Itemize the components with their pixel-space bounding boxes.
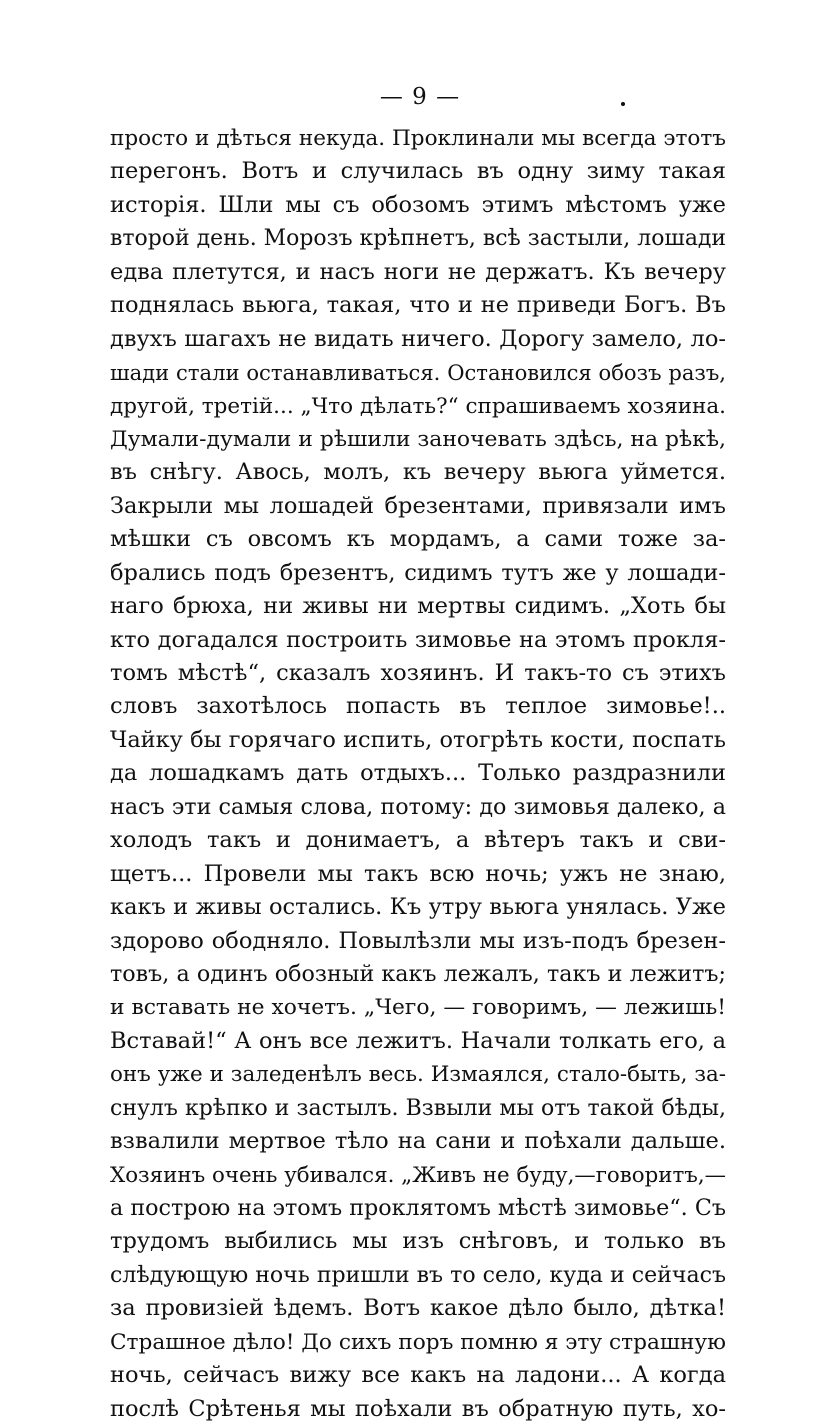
page-number: — 9 —	[379, 84, 461, 110]
text-line: томъ мѣстѣ“, сказалъ хозяинъ. И такъ-то съ этихъ	[110, 660, 726, 686]
text-line: послѣ Срѣтенья мы поѣхали въ обратную путь, хо-	[110, 1395, 726, 1422]
text-line: брались подъ брезентъ, сидимъ тутъ же у лошади-	[110, 559, 726, 586]
text-line: мѣшки съ овсомъ къ мордамъ, а сами тоже за-	[110, 526, 726, 553]
text-line: кто догадался построить зимовье на этомъ прокля-	[110, 626, 726, 653]
text-line: Хозяинъ очень убивался. „Живъ не буду,—говоритъ,—	[110, 1162, 726, 1188]
text-line: здорово ободняло. Повылѣзли мы изъ-подъ брезен-	[110, 927, 726, 954]
ink-speck	[621, 102, 625, 106]
text-line: едва плетутся, и насъ ноги не держатъ. Къ вечеру	[110, 258, 726, 285]
text-line: Вставай!“ А онъ все лежитъ. Начали толкать его, а	[110, 1027, 726, 1054]
text-line: насъ эти самыя слова, потому: до зимовья далеко, а	[110, 793, 726, 820]
text-line: Закрыли мы лошадей брезентами, привязали имъ	[110, 492, 726, 519]
text-line: шади стали останавливаться. Остановился обозъ разъ,	[110, 360, 726, 386]
text-line: за провизіей ѣдемъ. Вотъ какое дѣло было, дѣтка!	[110, 1295, 726, 1322]
text-line: исторія. Шли мы съ обозомъ этимъ мѣстомъ уже	[110, 191, 726, 218]
text-line: слѣдующую ночь пришли въ то село, куда и сейчасъ	[110, 1262, 726, 1288]
text-line: просто и дѣться некуда. Проклинали мы всегда этотъ	[110, 126, 726, 151]
text-line: наго брюха, ни живы ни мертвы сидимъ. „Хоть бы	[110, 593, 726, 620]
text-line: поднялась вьюга, такая, что и не приведи Богъ. Въ	[110, 292, 726, 319]
text-line: Думали-думали и рѣшили заночевать здѣсь, на рѣкѣ,	[110, 426, 726, 452]
text-line: да лошадкамъ дать отдыхъ... Только раздразнили	[110, 760, 726, 787]
text-line: онъ уже и заледенѣлъ весь. Измаялся, стало-быть, за-	[110, 1062, 726, 1088]
text-line: двухъ шагахъ не видать ничего. Дорогу замело, ло-	[110, 325, 726, 352]
text-line: другой, третій... „Что дѣлать?“ спрашиваемъ хозяина.	[110, 393, 726, 419]
text-line: перегонъ. Вотъ и случилась въ одну зиму такая	[110, 158, 726, 185]
text-line: Страшное дѣло! До сихъ поръ помню я эту страшную	[110, 1329, 726, 1355]
body-text	[110, 122, 726, 1426]
text-line: товъ, а одинъ обозный какъ лежалъ, такъ и лежитъ;	[110, 960, 726, 987]
text-line: снулъ крѣпко и застылъ. Взвыли мы отъ такой бѣды,	[110, 1095, 726, 1121]
text-line: въ снѣгу. Авось, молъ, къ вечеру вьюга уймется.	[110, 459, 726, 486]
text-line: словъ захотѣлось попасть въ теплое зимовье!..	[110, 693, 726, 720]
text-line: щетъ... Провели мы такъ всю ночь; ужъ не знаю,	[110, 860, 726, 887]
text-line: взвалили мертвое тѣло на сани и поѣхали дальше.	[110, 1128, 726, 1155]
text-line: Чайку бы горячаго испить, отогрѣть кости, поспать	[110, 726, 726, 753]
text-line: какъ и живы остались. Къ утру вьюга унялась. Уже	[110, 894, 726, 921]
text-line: ночь, сейчасъ вижу все какъ на ладони... А когда	[110, 1362, 726, 1389]
text-line: а построю на этомъ проклятомъ мѣстѣ зимовье“. Съ	[110, 1195, 726, 1221]
text-line: и вставать не хочетъ. „Чего, — говоримъ, — лежишь!	[110, 995, 726, 1021]
text-line: холодъ такъ и донимаетъ, а вѣтеръ такъ и сви-	[110, 827, 726, 854]
text-line: трудомъ выбились мы изъ снѣговъ, и только въ	[110, 1228, 726, 1255]
text-line: второй день. Морозъ крѣпнетъ, всѣ застыли, лошади	[110, 226, 727, 252]
